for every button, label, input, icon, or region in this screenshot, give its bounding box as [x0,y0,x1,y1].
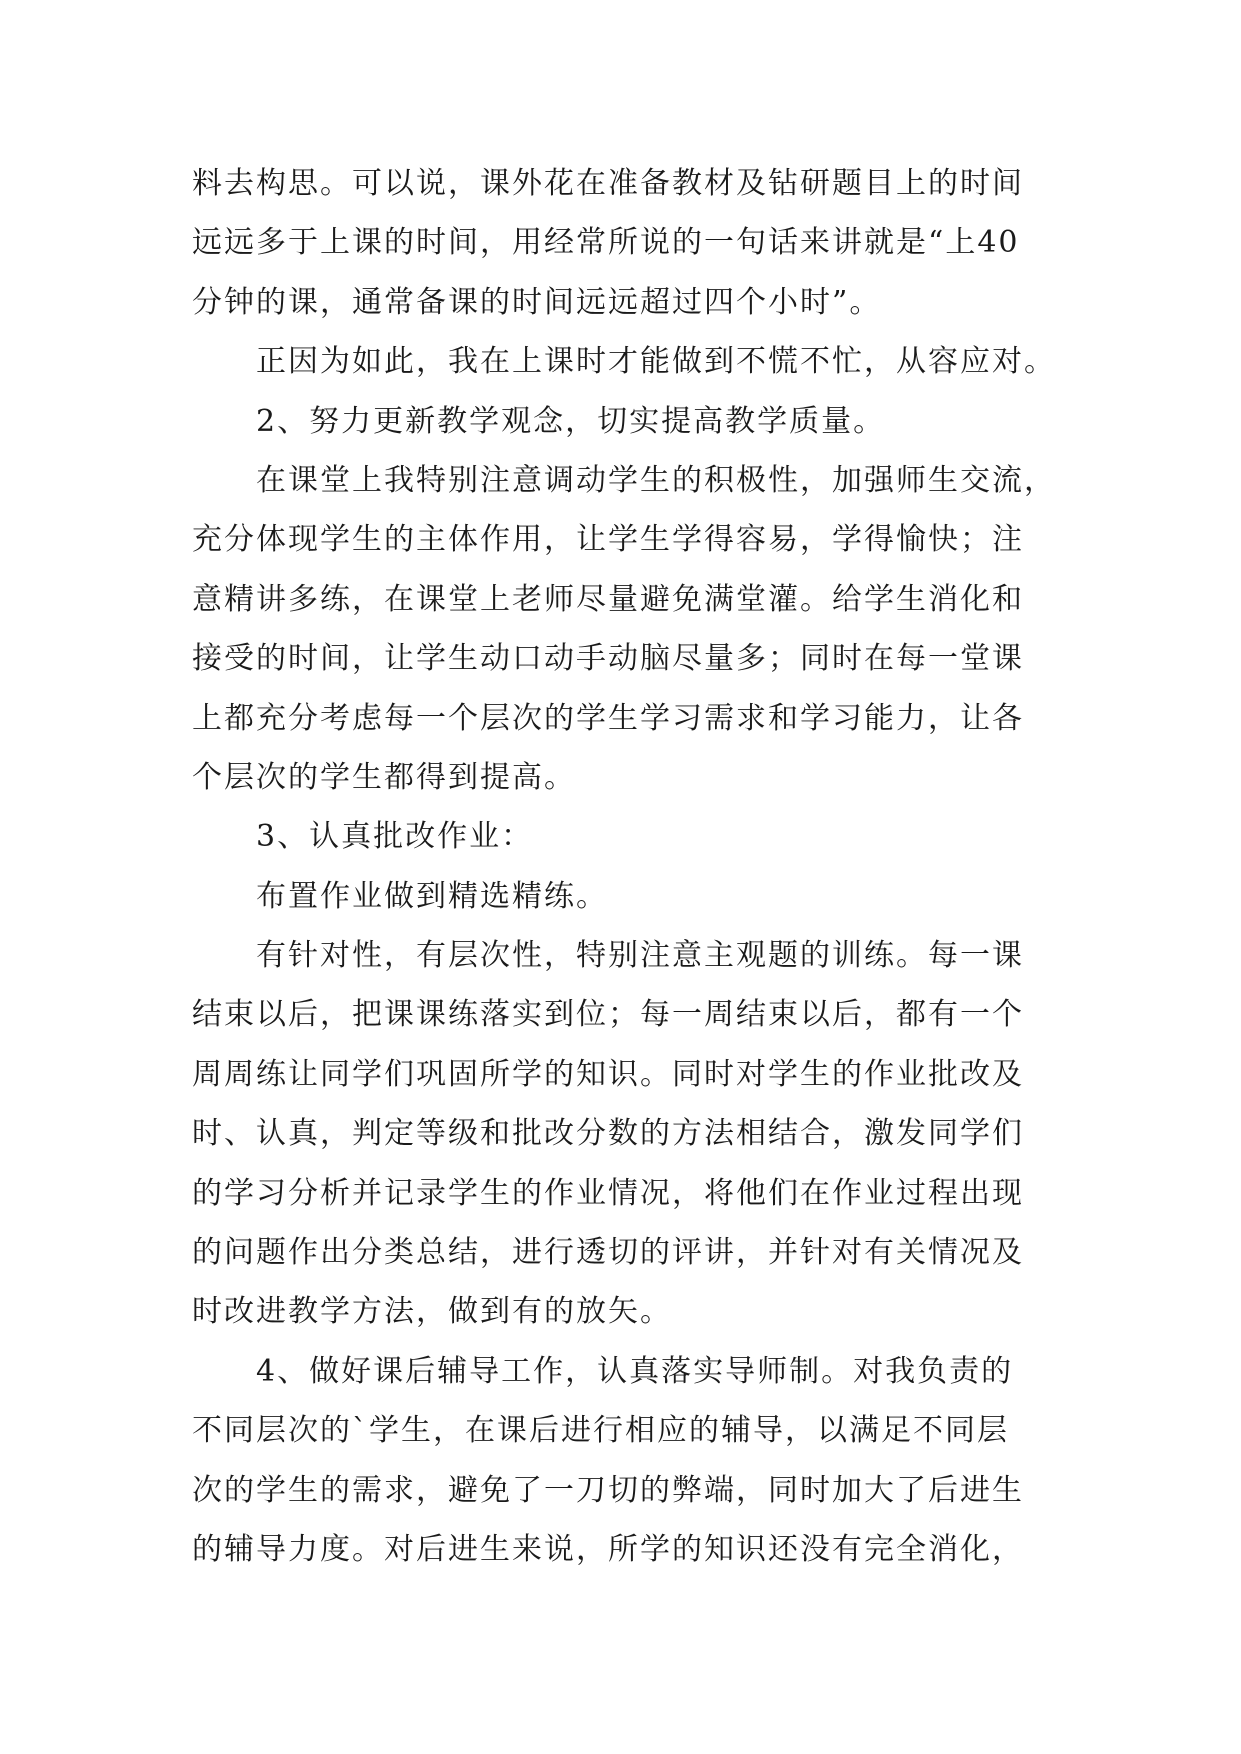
text-line: 的辅导力度。对后进生来说，所学的知识还没有完全消化， [192,1531,1024,1567]
text-line: 时改进教学方法，做到有的放矢。 [192,1294,672,1330]
text-line: 结束以后，把课课练落实到位；每一周结束以后，都有一个 [192,997,1024,1033]
text-line: 分钟的课，通常备课的时间远远超过四个小时”。 [192,284,882,320]
text-line: 的问题作出分类总结，进行透切的评讲，并针对有关情况及 [192,1235,1024,1271]
text-line: 正因为如此，我在上课时才能做到不慌不忙，从容应对。 [256,344,1056,380]
text-line: 有针对性，有层次性，特别注意主观题的训练。每一课 [256,938,1024,974]
text-line: 不同层次的`学生，在课后进行相应的辅导，以满足不同层 [192,1413,1009,1449]
text-line: 意精讲多练，在课堂上老师尽量避免满堂灌。给学生消化和 [192,581,1024,617]
text-line: 的学习分析并记录学生的作业情况，将他们在作业过程出现 [192,1175,1024,1211]
text-line: 接受的时间，让学生动口动手动脑尽量多；同时在每一堂课 [192,641,1024,677]
section-heading: 2、努力更新教学观念，切实提高教学质量。 [256,403,886,439]
text-line: 料去构思。可以说，课外花在准备教材及钻研题目上的时间 [192,166,1024,201]
text-line: 周周练让同学们巩固所学的知识。同时对学生的作业批改及 [192,1056,1024,1092]
text-line: 上都充分考虑每一个层次的学生学习需求和学习能力，让各 [192,700,1024,736]
section-heading: 3、认真批改作业： [256,819,534,855]
text-line: 在课堂上我特别注意调动学生的积极性，加强师生交流， [256,462,1056,498]
text-line: 时、认真，判定等级和批改分数的方法相结合，激发同学们 [192,1116,1024,1152]
text-line: 远远多于上课的时间，用经常所说的一句话来讲就是“上40 [192,225,1020,261]
body-text [192,154,1054,1579]
text-line: 次的学生的需求，避免了一刀切的弊端，同时加大了后进生 [192,1472,1024,1508]
text-line: 布置作业做到精选精练。 [256,878,608,914]
text-line: 充分体现学生的主体作用，让学生学得容易，学得愉快；注 [192,522,1024,558]
text-line: 个层次的学生都得到提高。 [192,759,576,795]
section-heading: 4、做好课后辅导工作，认真落实导师制。对我负责的 [256,1353,1014,1389]
